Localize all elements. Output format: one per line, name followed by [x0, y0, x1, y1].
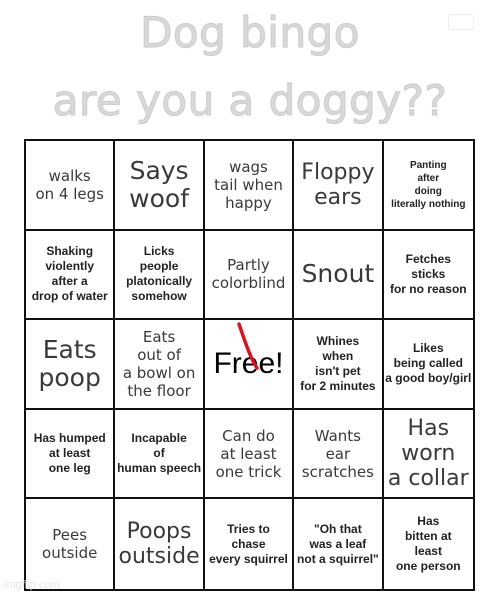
bingo-cell[interactable] [115, 320, 204, 410]
bingo-cell[interactable] [384, 499, 473, 589]
cell-text: Shaking violently after a drop of water [31, 244, 108, 304]
cell-text: Partly colorblind [211, 256, 286, 293]
cell-text: Says woof [129, 155, 190, 213]
cell-text: Panting after doing literally nothing [391, 159, 466, 210]
bingo-cell[interactable] [115, 499, 204, 589]
cell-text: Floppy ears [301, 159, 375, 210]
corner-mark [448, 14, 474, 30]
cell-text: Incapable of human speech [117, 431, 202, 476]
cell-text: Has bitten at least one person [395, 514, 461, 574]
title-line-2: are you a doggy?? [52, 76, 448, 125]
cell-text: Tries to chase every squirrel [209, 521, 288, 566]
bingo-cell[interactable] [26, 141, 115, 231]
bingo-cell[interactable] [294, 499, 383, 589]
red-slash-mark [235, 322, 261, 370]
cell-text: Poops outside [118, 519, 200, 570]
cell-text: Licks people platonically somehow [126, 244, 193, 304]
free-space-cell[interactable] [205, 320, 294, 410]
cell-text: Snout [301, 259, 375, 289]
cell-text: Has humped at least one leg [33, 431, 106, 476]
bingo-cell[interactable] [115, 231, 204, 321]
bingo-cell[interactable] [26, 410, 115, 500]
cell-text: walks on 4 legs [35, 166, 104, 203]
cell-text: Pees outside [42, 526, 98, 563]
bingo-cell[interactable] [384, 231, 473, 321]
bingo-cell[interactable] [384, 320, 473, 410]
cell-text: Fetches sticks for no reason [389, 251, 467, 296]
cell-text: Can do at least one trick [215, 426, 282, 481]
bingo-cell[interactable] [26, 499, 115, 589]
cell-text: Eats out of a bowl on the floor [122, 327, 196, 400]
bingo-grid [24, 139, 475, 591]
bingo-cell[interactable] [115, 141, 204, 231]
bingo-cell[interactable] [384, 410, 473, 500]
bingo-cell[interactable] [205, 231, 294, 321]
cell-text: Eats poop [38, 334, 101, 392]
bingo-cell[interactable] [205, 499, 294, 589]
bingo-cell[interactable] [294, 141, 383, 231]
bingo-cell[interactable] [115, 410, 204, 500]
bingo-cell[interactable] [384, 141, 473, 231]
title-line-1: Dog bingo [140, 8, 360, 57]
imgflip-watermark: imgflip.com [4, 579, 60, 591]
bingo-cell[interactable] [294, 410, 383, 500]
bingo-cell[interactable] [26, 231, 115, 321]
bingo-cell[interactable] [294, 320, 383, 410]
bingo-cell[interactable] [205, 410, 294, 500]
cell-text: Whines when isn't pet for 2 minutes [300, 333, 376, 393]
bingo-cell[interactable] [205, 141, 294, 231]
cell-text: wags tail when happy [214, 157, 283, 212]
bingo-title [0, 0, 500, 138]
cell-text: Likes being called a good boy/girl [385, 341, 472, 386]
free-space-text: Free! [213, 346, 284, 380]
cell-text: Has worn a collar [387, 416, 469, 492]
cell-text: Wants ear scratches [301, 426, 374, 481]
bingo-cell[interactable] [294, 231, 383, 321]
bingo-cell[interactable] [26, 320, 115, 410]
cell-text: "Oh that was a leaf not a squirrel" [297, 521, 379, 566]
